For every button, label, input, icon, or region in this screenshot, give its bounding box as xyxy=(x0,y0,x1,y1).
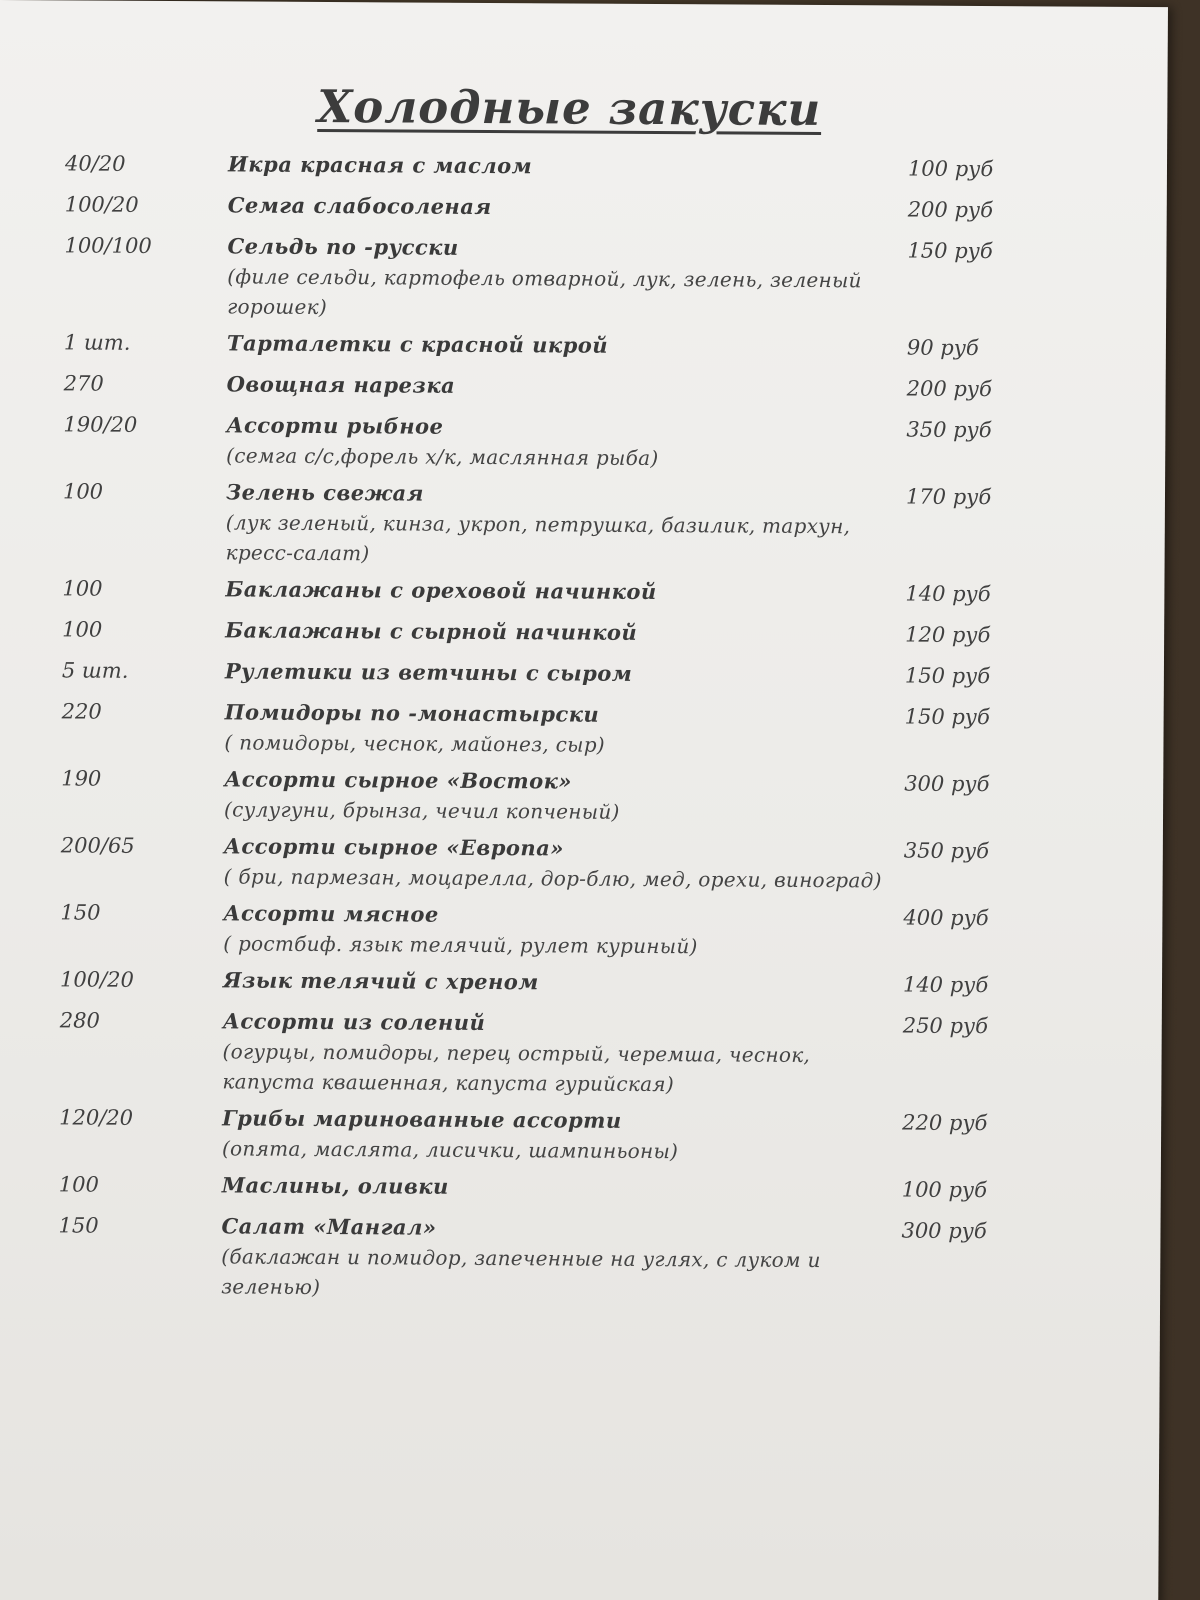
menu-item xyxy=(65,148,1065,195)
item-body xyxy=(224,697,904,761)
item-name: Зелень свежая xyxy=(225,479,424,506)
item-name: Баклажаны с сырной начинкой xyxy=(225,617,638,645)
item-name: Помидоры по -монастырски xyxy=(224,699,600,727)
item-description: (семга с/с,форель х/к, масляннaя рыба) xyxy=(226,443,659,471)
menu-list xyxy=(58,148,1065,1313)
menu-item xyxy=(61,830,1061,903)
item-body xyxy=(226,410,906,474)
menu-item xyxy=(62,476,1063,579)
item-price: 250 руб xyxy=(902,1013,989,1039)
item-price: 150 руб xyxy=(904,704,990,730)
item-description: ( ростбиф. язык телячий, рулет куриный) xyxy=(223,931,698,959)
item-weight: 150 xyxy=(58,1213,99,1238)
item-weight: 100/20 xyxy=(59,967,134,992)
item-body xyxy=(228,149,908,183)
item-price: 100 руб xyxy=(907,156,994,182)
item-weight: 1 шт. xyxy=(63,330,131,355)
menu-item xyxy=(60,964,1060,1011)
item-price: 150 руб xyxy=(904,663,991,689)
item-body xyxy=(227,328,907,362)
menu-item xyxy=(64,230,1065,333)
menu-item xyxy=(64,368,1064,415)
item-price: 150 руб xyxy=(907,238,993,264)
item-price: 100 руб xyxy=(901,1177,988,1203)
item-price: 400 руб xyxy=(903,905,989,931)
item-price: 90 руб xyxy=(906,335,979,360)
menu-item xyxy=(58,1210,1059,1313)
menu-item xyxy=(61,696,1061,769)
item-name: Баклажаны с ореховой начинкой xyxy=(225,576,657,605)
item-body xyxy=(225,615,905,649)
item-body xyxy=(225,574,905,608)
item-description: ( помидоры, чеснок, майонез, сыр) xyxy=(224,730,606,757)
menu-item xyxy=(59,1005,1060,1108)
item-name: Маслины, оливки xyxy=(221,1172,449,1199)
menu-item xyxy=(62,614,1062,661)
item-weight: 190 xyxy=(61,766,102,791)
item-weight: 100 xyxy=(62,576,103,601)
item-description: (сулугуни, брынза, чечил копченый) xyxy=(223,797,620,824)
item-price: 300 руб xyxy=(901,1218,987,1244)
item-weight: 5 шт. xyxy=(61,658,129,683)
item-price: 300 руб xyxy=(904,771,990,797)
item-body xyxy=(224,831,904,895)
item-price: 200 руб xyxy=(906,376,992,402)
menu-item xyxy=(62,655,1062,702)
item-price: 200 руб xyxy=(907,197,994,223)
item-price: 170 руб xyxy=(905,484,992,510)
item-body xyxy=(223,965,903,999)
item-name: Тарталетки с красной икрой xyxy=(226,330,609,358)
item-body xyxy=(222,1006,903,1100)
item-body xyxy=(227,231,908,325)
item-name: Ассорти мясное xyxy=(223,900,439,927)
item-name: Грибы маринованные ассорти xyxy=(222,1105,622,1133)
item-weight: 280 xyxy=(59,1008,100,1033)
item-weight: 220 xyxy=(61,699,102,724)
item-name: Сельдь по -русски xyxy=(227,233,459,260)
menu-item xyxy=(63,409,1063,482)
menu-item xyxy=(59,1102,1059,1175)
menu-item xyxy=(61,763,1061,836)
item-name: Ассорти из солений xyxy=(222,1008,486,1035)
item-weight: 120/20 xyxy=(59,1105,134,1130)
item-name: Икра красная с маслом xyxy=(227,151,533,179)
item-name: Ассорти сырное «Восток» xyxy=(224,766,573,794)
item-description: (лук зеленый, кинза, укроп, петрушка, базилик, тархун, кресс-салат) xyxy=(225,510,851,566)
item-body xyxy=(227,369,907,403)
item-price: 120 руб xyxy=(905,622,991,648)
item-weight: 150 xyxy=(60,900,101,925)
item-body xyxy=(223,898,903,962)
item-description: (филе сельди, картофель отварной, лук, зелень, зеленый горошек) xyxy=(227,264,862,320)
item-weight: 40/20 xyxy=(64,151,126,176)
item-name: Рулетики из ветчины с сыром xyxy=(224,658,633,686)
item-body xyxy=(225,656,905,690)
item-price: 350 руб xyxy=(903,838,990,864)
item-description: ( бри, пармезан, моцарелла, дор-блю, мед, орехи, виноград) xyxy=(223,864,882,893)
item-body xyxy=(222,1170,902,1204)
item-name: Язык телячий с хреном xyxy=(222,967,539,995)
item-weight: 200/65 xyxy=(60,833,135,858)
menu-item xyxy=(64,327,1064,374)
item-description: (огурцы, помидоры, перец острый, черемша, чеснок, капуста квашенная, капуста гурийская) xyxy=(222,1039,811,1097)
item-weight: 190/20 xyxy=(63,412,138,437)
item-weight: 270 xyxy=(63,371,104,396)
item-weight: 100/20 xyxy=(64,192,139,217)
item-body xyxy=(224,764,904,828)
menu-item xyxy=(62,573,1062,620)
item-weight: 100/100 xyxy=(64,233,152,258)
item-weight: 100 xyxy=(62,479,104,504)
item-body xyxy=(226,477,907,571)
item-name: Овощная нарезка xyxy=(226,371,456,398)
menu-item xyxy=(65,189,1065,236)
item-price: 220 руб xyxy=(902,1110,988,1136)
item-body xyxy=(221,1211,902,1305)
menu-item xyxy=(60,897,1060,970)
item-price: 350 руб xyxy=(906,417,992,443)
item-name: Ассорти рыбное xyxy=(226,412,444,439)
item-price: 140 руб xyxy=(902,972,989,998)
item-name: Ассорти сырное «Европа» xyxy=(223,833,565,861)
page-title: Холодные закуски xyxy=(317,79,822,137)
item-weight: 100 xyxy=(62,617,103,642)
menu-item xyxy=(59,1169,1059,1216)
item-body xyxy=(222,1103,902,1167)
item-name: Семга слабосоленая xyxy=(227,192,492,220)
item-body xyxy=(228,190,908,224)
item-name: Салат «Мангал» xyxy=(221,1213,437,1240)
item-weight: 100 xyxy=(58,1172,99,1197)
item-price: 140 руб xyxy=(905,581,991,607)
item-description: (баклажан и помидор, запеченные на углях, с луком и зеленью) xyxy=(221,1244,821,1299)
item-description: (опята, маслята, лисички, шампиньоны) xyxy=(221,1136,679,1164)
